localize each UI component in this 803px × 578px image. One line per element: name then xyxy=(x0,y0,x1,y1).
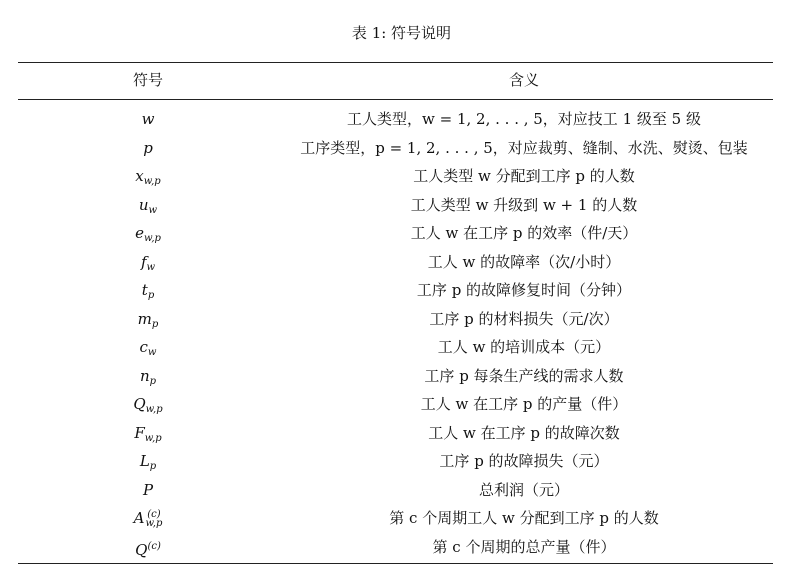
table-row xyxy=(18,276,773,304)
header-symbol: 符号 xyxy=(132,71,163,89)
meaning-cell: 工人 w 在工序 p 的效率（件/天） xyxy=(410,224,638,242)
meaning-cell: 工序 p 的故障修复时间（分钟） xyxy=(416,281,632,299)
symbol-cell xyxy=(38,191,258,219)
meaning-cell: 第 c 个周期的总产量（件） xyxy=(432,537,616,556)
symbol-base: w xyxy=(141,110,155,128)
symbol-cell xyxy=(38,504,258,532)
symbol-base: t xyxy=(141,281,148,299)
meaning-cell: 工人类型，w = 1, 2, . . . , 5，对应技工 1 级至 5 级 xyxy=(347,110,701,128)
symbol-base: x xyxy=(135,167,144,185)
symbol-cell xyxy=(38,219,258,247)
top-rule xyxy=(18,62,773,63)
symbol-base: c xyxy=(139,338,148,356)
symbol-cell xyxy=(38,134,258,162)
table-row xyxy=(18,248,773,276)
symbol-subscript: p xyxy=(151,318,159,330)
symbol-subscript: w,p xyxy=(143,233,161,244)
meaning-cell: 工序 p 的故障损失（元） xyxy=(439,452,609,470)
meaning-cell: 工序 p 的材料损失（元/次） xyxy=(429,309,619,328)
symbol-superscript: (c) xyxy=(147,509,161,520)
table-caption: 表 1: 符号说明 xyxy=(351,24,452,42)
symbol-base: n xyxy=(139,366,150,385)
symbol-base: e xyxy=(135,224,144,242)
meaning-cell: 总利润（元） xyxy=(478,480,569,499)
symbol-cell xyxy=(38,419,258,447)
symbol-cell xyxy=(38,305,258,333)
meaning-cell: 工序类型，p = 1, 2, . . . , 5，对应裁剪、缝制、水洗、熨烫、包装 xyxy=(300,138,748,157)
symbol-base: f xyxy=(140,252,147,271)
symbol-script-stack xyxy=(145,510,162,528)
symbol-cell xyxy=(38,476,258,504)
table-row xyxy=(18,504,773,532)
table-row xyxy=(18,476,773,504)
table-row xyxy=(18,305,773,333)
table-row xyxy=(18,162,773,190)
symbol-subscript: w xyxy=(146,261,156,273)
table-row xyxy=(18,419,773,447)
symbol-base: m xyxy=(137,309,152,328)
table-row xyxy=(18,134,773,162)
symbol-base: F xyxy=(134,423,145,442)
symbol-cell xyxy=(38,105,258,133)
table-row xyxy=(18,191,773,219)
symbol-subscript: w xyxy=(147,347,157,358)
meaning-cell: 第 c 个周期工人 w 分配到工序 p 的人数 xyxy=(389,509,659,527)
symbol-subscript: w,p xyxy=(143,176,161,187)
symbol-base: u xyxy=(138,195,149,214)
meaning-cell: 工人类型 w 分配到工序 p 的人数 xyxy=(413,167,635,185)
meaning-cell: 工人类型 w 升级到 w + 1 的人数 xyxy=(410,195,638,214)
symbol-base: Q xyxy=(135,540,148,559)
bottom-rule xyxy=(18,563,773,564)
table-row xyxy=(18,447,773,475)
symbol-cell xyxy=(38,276,258,304)
table-row xyxy=(18,219,773,247)
symbol-cell xyxy=(38,333,258,361)
symbol-subscript: p xyxy=(149,461,157,472)
symbol-subscript: w,p xyxy=(144,432,162,444)
symbol-cell xyxy=(38,533,258,561)
meaning-cell: 工人 w 的培训成本（元） xyxy=(437,338,611,356)
symbol-cell xyxy=(38,362,258,390)
table-row xyxy=(18,105,773,133)
symbol-subscript: w,p xyxy=(145,518,163,529)
symbol-base: L xyxy=(139,452,150,470)
header-meaning: 含义 xyxy=(508,71,539,89)
symbol-cell xyxy=(38,248,258,276)
symbol-base: A xyxy=(133,509,145,527)
meaning-cell: 工人 w 的故障率（次/小时） xyxy=(427,252,621,271)
symbol-base: P xyxy=(142,480,154,499)
table-row xyxy=(18,533,773,561)
symbol-cell xyxy=(38,390,258,418)
table-row xyxy=(18,333,773,361)
header-rule xyxy=(18,99,773,100)
symbol-base: p xyxy=(143,138,153,157)
meaning-cell: 工人 w 在工序 p 的产量（件） xyxy=(420,395,628,413)
meaning-cell: 工人 w 在工序 p 的故障次数 xyxy=(428,423,620,442)
table-row xyxy=(18,390,773,418)
symbol-subscript: p xyxy=(147,290,155,301)
symbol-subscript: w xyxy=(148,204,158,216)
symbol-subscript: p xyxy=(149,375,157,387)
table-row xyxy=(18,362,773,390)
symbol-superscript: (c) xyxy=(147,540,161,552)
symbol-cell xyxy=(38,447,258,475)
meaning-cell: 工序 p 每条生产线的需求人数 xyxy=(424,366,624,385)
symbol-subscript: w,p xyxy=(145,404,163,415)
symbol-base: Q xyxy=(133,395,146,413)
symbol-cell xyxy=(38,162,258,190)
